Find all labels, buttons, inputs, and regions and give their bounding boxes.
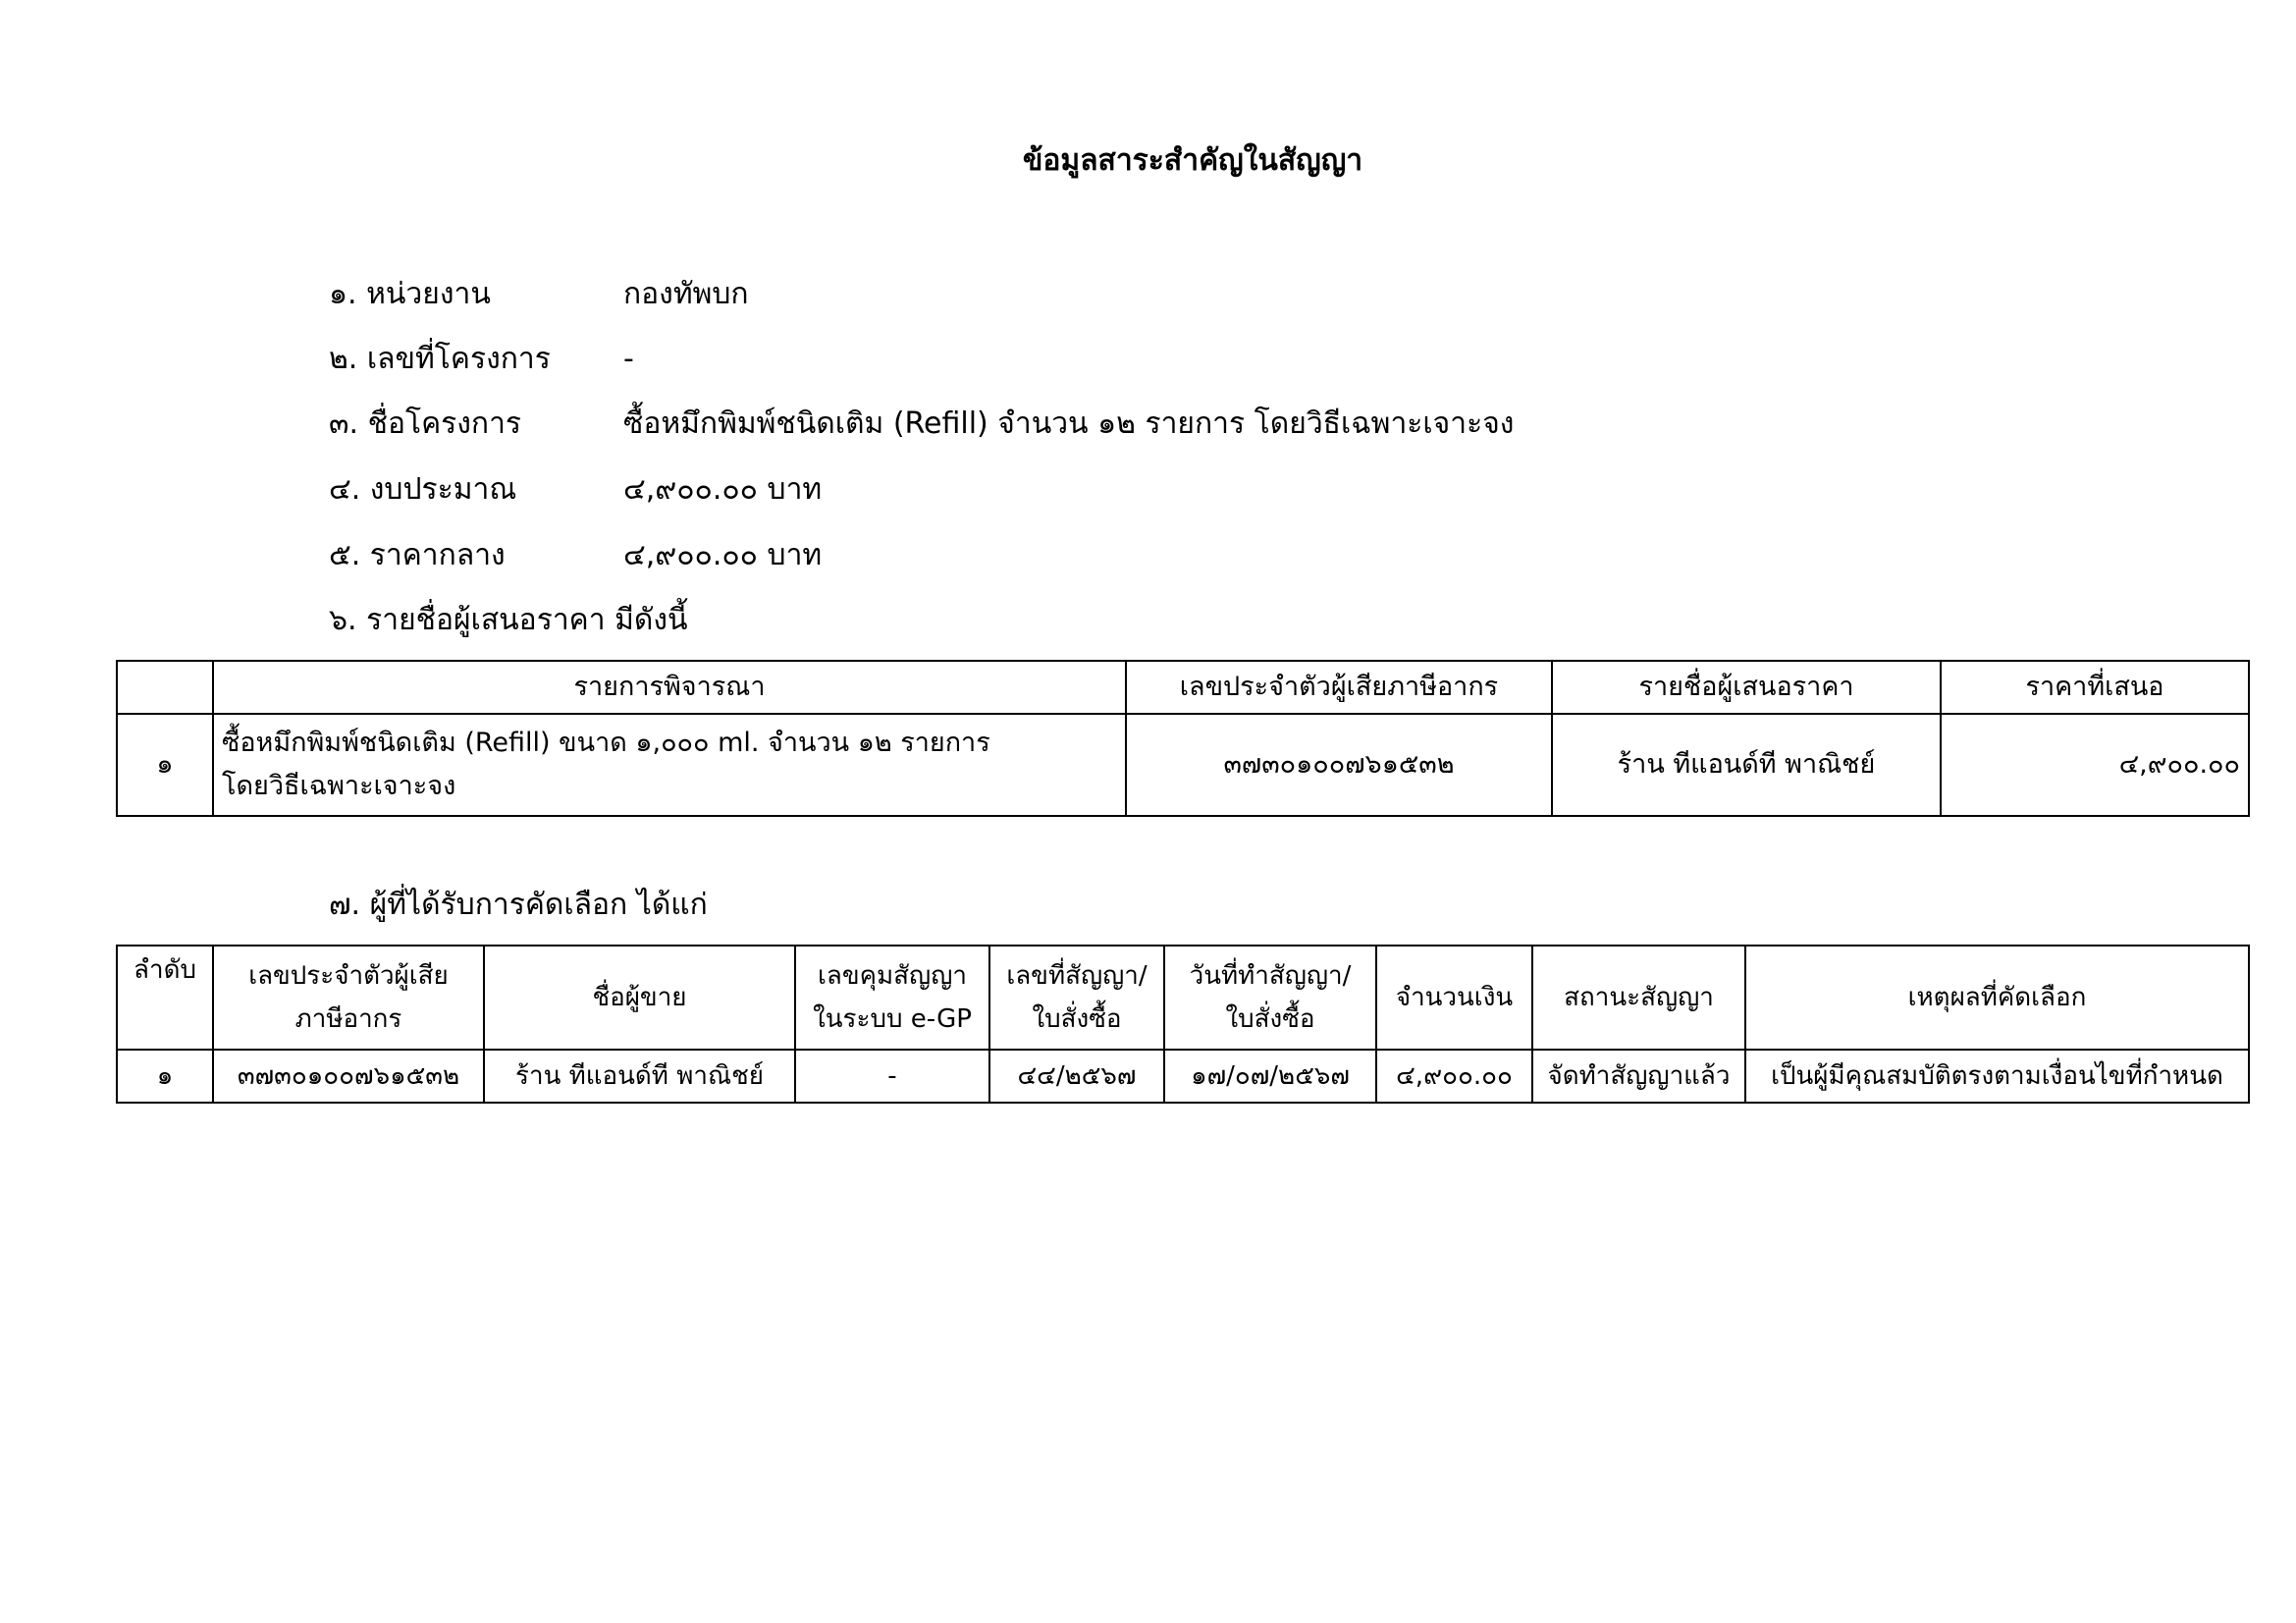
info-value: ซื้อหมึกพิมพ์ชนิดเติม (Refill) จำนวน ๑๒ รายการ โดยวิธีเฉพาะเจาะจง — [623, 406, 1515, 441]
col-header-seller: ชื่อผู้ขาย — [484, 946, 795, 1050]
info-label: ๕. ราคากลาง — [329, 538, 506, 572]
info-value: - — [623, 342, 634, 376]
header-line: ใบสั่งซื้อ — [1225, 1004, 1315, 1034]
info-label: ๒. เลขที่โครงการ — [329, 342, 551, 376]
col-header-status: สถานะสัญญา — [1532, 946, 1745, 1050]
col-header-item: รายการพิจารณา — [213, 661, 1126, 714]
col-header-contract-date — [1164, 946, 1376, 1050]
selected-vendor-table — [116, 945, 2250, 1104]
table-header-row — [117, 661, 2249, 714]
table-header-row — [117, 946, 2249, 1050]
col-header-tax-id: เลขประจำตัวผู้เสียภาษีอากร — [1126, 661, 1552, 714]
header-line: เลขประจำตัวผู้เสีย — [248, 961, 449, 991]
info-value: ๔,๙๐๐.๐๐ บาท — [623, 472, 823, 507]
cell-egp: - — [795, 1050, 989, 1103]
header-line: ภาษีอากร — [294, 1004, 402, 1034]
col-header-order — [117, 946, 213, 1050]
cell-contract-no: ๔๔/๒๕๖๗ — [989, 1050, 1164, 1103]
cell-bidder: ร้าน ทีแอนด์ที พาณิชย์ — [1552, 714, 1941, 816]
cell-status: จัดทำสัญญาแล้ว — [1532, 1050, 1745, 1103]
info-label: ๑. หน่วยงาน — [329, 277, 491, 311]
section-selected-heading: ๗. ผู้ที่ได้รับการคัดเลือก ได้แก่ — [329, 888, 708, 922]
col-header-contract-no — [989, 946, 1164, 1050]
col-header-reason: เหตุผลที่คัดเลือก — [1745, 946, 2249, 1050]
cell-item-line: ซื้อหมึกพิมพ์ชนิดเติม (Refill) ขนาด ๑,๐๐๐ ml. จำนวน ๑๒ รายการ — [222, 728, 990, 758]
header-text: ลำดับ — [133, 955, 196, 985]
bidders-table — [116, 660, 2250, 817]
cell-seller: ร้าน ทีแอนด์ที พาณิชย์ — [484, 1050, 795, 1103]
col-header-price: ราคาที่เสนอ — [1941, 661, 2249, 714]
table-row — [117, 714, 2249, 816]
cell-reason: เป็นผู้มีคุณสมบัติตรงตามเงื่อนไขที่กำหนด — [1745, 1050, 2249, 1103]
col-header-bidder: รายชื่อผู้เสนอราคา — [1552, 661, 1941, 714]
header-line: ใบสั่งซื้อ — [1032, 1004, 1122, 1034]
cell-item — [213, 714, 1126, 816]
document-title: ข้อมูลสาระสำคัญในสัญญา — [1022, 143, 1363, 178]
info-value: ๔,๙๐๐.๐๐ บาท — [623, 538, 823, 572]
header-line: ในระบบ e-GP — [813, 1004, 972, 1034]
cell-tax-id: ๓๗๓๐๑๐๐๗๖๑๕๓๒ — [1126, 714, 1552, 816]
table-row — [117, 1050, 2249, 1103]
col-header-amount: จำนวนเงิน — [1376, 946, 1532, 1050]
cell-order: ๑ — [117, 1050, 213, 1103]
header-line: เลขที่สัญญา/ — [1006, 961, 1148, 991]
cell-amount: ๔,๙๐๐.๐๐ — [1376, 1050, 1532, 1103]
cell-item-line: โดยวิธีเฉพาะเจาะจง — [222, 771, 456, 801]
col-header-egp — [795, 946, 989, 1050]
cell-tax-id: ๓๗๓๐๑๐๐๗๖๑๕๓๒ — [213, 1050, 484, 1103]
header-line: เลขคุมสัญญา — [818, 961, 967, 991]
col-header-no — [117, 661, 213, 714]
info-label: ๓. ชื่อโครงการ — [329, 406, 522, 441]
cell-no: ๑ — [117, 714, 213, 816]
info-label: ๔. งบประมาณ — [329, 472, 517, 507]
cell-contract-date: ๑๗/๐๗/๒๕๖๗ — [1164, 1050, 1376, 1103]
info-value: กองทัพบก — [623, 277, 749, 311]
header-line: วันที่ทำสัญญา/ — [1189, 961, 1352, 991]
cell-price: ๔,๙๐๐.๐๐ — [1941, 714, 2249, 816]
info-label: ๖. รายชื่อผู้เสนอราคา มีดังนี้ — [329, 603, 688, 637]
col-header-tax-id — [213, 946, 484, 1050]
